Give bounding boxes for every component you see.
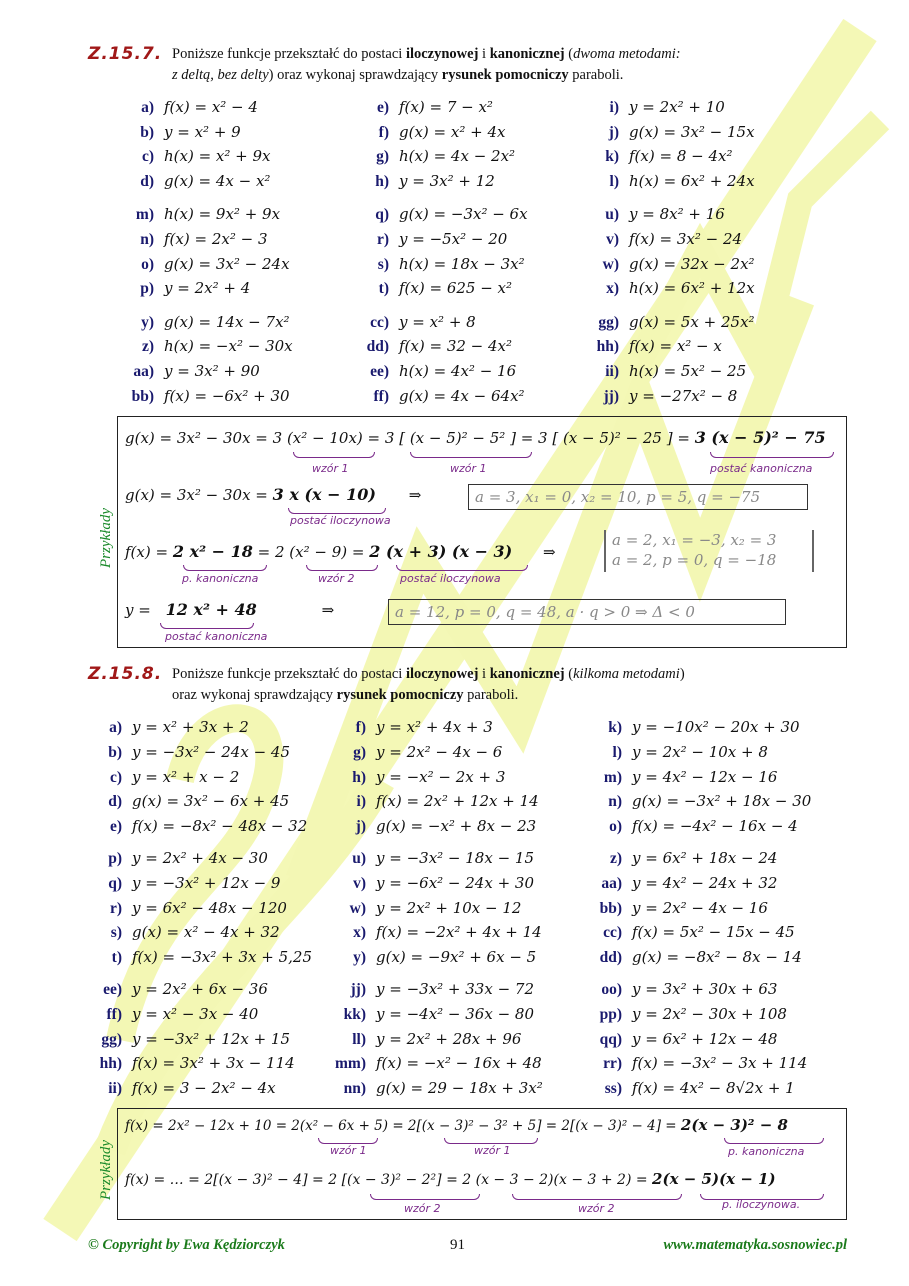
exercise-label: z) [609,850,622,867]
exercise-label: aa) [133,363,154,380]
exercise-item [330,846,534,870]
exercise-item [86,789,289,813]
exercise-label: m) [135,206,154,224]
exercise-formula: g(x) = 3x² − 15x [629,122,755,141]
exercise-label: ff) [106,1005,122,1023]
annotation-brace [293,452,375,458]
exercise-item [586,920,795,944]
exercise-formula: g(x) = −x² + 8x − 23 [376,817,537,836]
exercise-item [355,252,525,276]
exercise-formula: f(x) = −8x² − 48x − 32 [132,817,308,836]
exercise-label: a) [109,719,122,736]
annotation: p. kanoniczna [728,1145,805,1158]
exercise-label: j) [608,123,619,141]
exercise-item [86,765,239,789]
exercise-formula: y = x² + 4x + 3 [376,718,493,736]
website-link[interactable]: www.matematyka.sosnowiec.pl [663,1237,847,1253]
exercise-item [330,920,542,944]
exercise-item [86,1051,295,1075]
exercise-item [355,334,512,358]
exercise-label: ii) [108,1080,122,1098]
exercise-item [585,120,755,144]
exercise-instructions: Poniższe funkcje przekształć do postaci iloczynowej i kanonicznej (kilkoma metodami) oraz wykonaj sprawdzający rysunek pomocniczy paraboli. [172,666,685,703]
exercise-label: x) [606,280,619,298]
exercise-label: ee) [370,363,389,380]
exercise-item [120,384,290,408]
exercise-item [585,227,742,251]
result-box: a = 3, x₁ = 0, x₂ = 10, p = 5, q = −75 [468,484,808,510]
exercise-formula: f(x) = −6x² + 30 [164,386,290,405]
exercise-label: w) [349,899,366,917]
exercise-label: q) [108,874,122,892]
exercise-label: n) [140,231,154,248]
exercise-formula: y = 2x² + 10x − 12 [376,898,522,917]
exercise-label: w) [602,255,619,273]
exercise-item [86,1027,290,1051]
exercise-item [120,202,280,226]
exercise-label: r) [376,231,389,248]
example-equation: f(x) = 2x² − 12x + 10 = 2(x² − 6x + 5) = 2[(x − 3)² − 3² + 5] = 2[(x − 3)² − 4] = 2(x − 3)² − 8 [125,1116,788,1134]
exercise-item [586,846,777,870]
exercise-item [330,896,521,920]
exercise-formula: g(x) = −9x² + 6x − 5 [376,948,537,967]
exercise-label: l) [609,172,619,190]
exercise-item [330,977,534,1001]
exercise-label: p) [140,280,154,298]
exercise-formula: f(x) = x² − x [629,337,722,356]
exercise-formula: h(x) = 4x − 2x² [399,147,516,166]
exercise-item [86,846,268,870]
exercise-formula: f(x) = 32 − 4x² [399,337,513,356]
annotation: wzór 1 [450,462,487,475]
exercise-formula: f(x) = x² − 4 [164,98,258,116]
exercise-item [330,765,505,789]
exercise-formula: h(x) = 4x² − 16 [399,362,517,380]
exercise-item [586,789,811,813]
exercise-formula: y = −3x² − 24x − 45 [132,742,291,761]
exercise-label: q) [375,206,389,224]
exercise-formula: y = 3x² + 90 [164,362,260,380]
exercise-label: d) [140,172,154,190]
exercise-item [120,227,267,251]
exercise-formula: f(x) = 5x² − 15x − 45 [632,923,795,942]
exercise-item [355,95,493,119]
exercise-item [330,814,536,838]
exercise-label: p) [108,850,122,867]
annotation-brace [306,565,378,571]
exercise-label: o) [141,255,154,273]
exercise-label: v) [606,231,619,248]
exercise-label: k) [605,148,619,166]
exercise-item [355,384,525,408]
exercise-formula: h(x) = 6x² + 24x [629,171,755,190]
exercise-label: v) [353,874,366,892]
annotation: p. kanoniczna [182,572,259,585]
exercise-label: jj) [603,387,619,405]
exercise-item [86,871,280,895]
annotation-brace [710,452,834,458]
annotation-brace [512,1194,682,1200]
exercise-formula: y = 3x² + 30x + 63 [632,980,778,998]
exercise-label: b) [140,123,154,141]
example-equation: f(x) = 2 x² − 18 = 2 (x² − 9) = 2 (x + 3) (x − 3) ⇒ [125,542,556,561]
exercise-item [330,945,536,969]
exercise-item [586,1027,777,1051]
exercise-label: l) [612,743,622,761]
exercise-formula: f(x) = −x² − 16x + 48 [376,1054,542,1073]
exercise-formula: g(x) = 32x − 2x² [629,254,755,273]
exercise-label: y) [141,313,154,331]
exercise-item [585,202,725,226]
exercise-formula: y = x² + 9 [164,122,241,141]
exercise-label: d) [108,793,122,811]
example-equation: g(x) = 3x² − 30x = 3 x (x − 10) ⇒ [125,485,422,504]
exercise-label: cc) [603,924,622,942]
exercise-formula: g(x) = 4x − x² [164,171,271,190]
exercise-item [586,1002,787,1026]
exercise-item [330,871,534,895]
annotation: postać iloczynowa [400,572,501,585]
example-equation: f(x) = … = 2[(x − 3)² − 4] = 2 [(x − 3)² − 2²] = 2 (x − 3 − 2)(x − 3 + 2) = 2(x − 5)(x − 1) [125,1170,776,1188]
example-equation: y = 12 x² + 48 ⇒ [125,600,335,619]
exercise-formula: h(x) = x² + 9x [164,147,271,166]
exercise-formula: y = −x² − 2x + 3 [376,767,506,786]
exercise-formula: y = 6x² + 18x − 24 [632,849,778,867]
exercise-label: h) [375,172,389,190]
exercise-code: Z.15.8. [88,664,163,684]
exercise-formula: g(x) = x² + 4x [399,122,506,141]
examples-side-label: Przykłady [98,1140,114,1200]
exercise-item [585,169,755,193]
exercise-label: ll) [352,1030,366,1048]
exercise-formula: y = 2x² + 28x + 96 [376,1029,522,1048]
exercise-instructions: Poniższe funkcje przekształć do postaci iloczynowej i kanonicznej (dwoma metodami: z deltą, bez delty) oraz wykonaj sprawdzający rysunek pomocniczy paraboli. [172,46,681,83]
exercise-formula: g(x) = 3x² − 6x + 45 [132,792,290,811]
exercise-formula: y = −3x² + 12x − 9 [132,873,281,892]
annotation-brace [410,452,532,458]
exercise-label: f) [378,123,389,141]
exercise-formula: h(x) = 9x² + 9x [164,205,281,224]
exercise-formula: y = 4x² − 12x − 16 [632,767,778,786]
exercise-label: g) [376,148,389,166]
exercise-formula: f(x) = 8 − 4x² [629,147,733,166]
annotation: postać kanoniczna [165,630,268,643]
exercise-item [120,359,260,383]
examples-side-label: Przykłady [98,508,114,568]
exercise-label: i) [356,793,366,811]
exercise-item [330,740,502,764]
exercise-formula: y = x² + 3x + 2 [132,718,249,736]
exercise-item [355,202,528,226]
exercise-formula: y = −10x² − 20x + 30 [632,718,800,736]
exercise-item [586,977,777,1001]
exercise-label: e) [376,99,389,116]
exercise-formula: h(x) = 18x − 3x² [399,254,525,273]
exercise-label: t) [111,949,122,967]
exercise-formula: f(x) = 3 − 2x² − 4x [132,1079,276,1098]
page-number: 91 [450,1237,465,1253]
exercise-label: pp) [599,1005,622,1023]
exercise-label: e) [109,818,122,836]
exercise-item [330,1051,542,1075]
exercise-formula: y = 2x² − 30x + 108 [632,1004,787,1023]
exercise-label: dd) [366,338,389,356]
exercise-label: qq) [599,1030,622,1048]
exercise-label: z) [141,338,154,356]
exercise-formula: f(x) = 7 − x² [399,98,493,116]
exercise-item [355,144,515,168]
exercise-item [585,144,732,168]
exercise-formula: f(x) = 3x² − 24 [629,230,743,248]
exercise-label: t) [378,280,389,298]
exercise-label: kk) [343,1005,366,1023]
exercise-item [120,252,290,276]
copyright: © Copyright by Ewa Kędziorczyk [88,1237,285,1253]
exercise-label: f) [355,719,366,736]
exercise-label: m) [603,768,622,786]
exercise-label: ii) [605,363,619,380]
exercise-label: j) [355,818,366,836]
exercise-formula: f(x) = 4x² − 8√2x + 1 [632,1079,795,1098]
exercise-label: u) [605,206,619,224]
exercise-item [120,144,271,168]
result-box: a = 12, p = 0, q = 48, a · q > 0 ⇒ Δ < 0 [388,599,786,625]
exercise-formula: f(x) = −4x² − 16x − 4 [632,817,798,836]
exercise-label: gg) [598,313,619,331]
exercise-label: b) [108,743,122,761]
exercise-item [586,740,768,764]
exercise-label: c) [141,148,154,166]
exercise-formula: h(x) = 5x² − 25 [629,362,747,380]
exercise-item [86,740,290,764]
exercise-item [585,310,755,334]
exercise-label: gg) [101,1030,122,1048]
exercise-formula: h(x) = −x² − 30x [164,337,293,356]
exercise-item [86,1002,258,1026]
exercise-item [120,276,250,300]
exercise-item [585,276,755,300]
example-equation: g(x) = 3x² − 30x = 3 (x² − 10x) = 3 [ (x − 5)² − 5² ] = 3 [ (x − 5)² − 25 ] = 3 (x − 5)² − 75 [125,428,826,447]
exercise-item [585,384,737,408]
exercise-formula: y = 6x² + 12x − 48 [632,1029,778,1048]
exercise-label: hh) [596,338,619,356]
exercise-formula: f(x) = 625 − x² [399,279,513,298]
exercise-label: ff) [373,387,389,405]
exercise-label: jj) [350,981,366,998]
exercise-item [86,1076,276,1100]
exercise-label: ss) [604,1080,622,1098]
annotation-brace [160,623,254,629]
annotation: postać kanoniczna [710,462,813,475]
exercise-label: dd) [599,949,622,967]
exercise-item [330,1076,543,1100]
exercise-label: nn) [343,1080,366,1098]
exercise-label: n) [608,793,622,811]
annotation: p. iloczynowa. [722,1198,801,1211]
exercise-formula: y = −27x² − 8 [629,386,738,405]
exercise-formula: y = 2x² − 4x − 6 [376,742,503,761]
exercise-formula: y = 4x² − 24x + 32 [632,873,778,892]
exercise-item [86,945,312,969]
exercise-label: hh) [99,1055,122,1073]
annotation-brace [396,565,528,571]
exercise-label: u) [352,850,366,867]
annotation: wzór 2 [404,1202,441,1215]
exercise-code: Z.15.7. [88,44,163,64]
annotation-brace [183,565,267,571]
annotation: postać iloczynowa [290,514,391,527]
exercise-formula: f(x) = 2x² − 3 [164,230,268,248]
exercise-formula: g(x) = 5x + 25x² [629,312,755,331]
exercise-item [355,227,507,251]
annotation: wzór 2 [578,1202,615,1215]
exercise-formula: f(x) = −2x² + 4x + 14 [376,923,542,942]
annotation: wzór 1 [330,1144,367,1157]
exercise-item [586,896,768,920]
exercise-item [86,977,268,1001]
exercise-formula: y = x² − 3x − 40 [132,1004,259,1023]
exercise-formula: y = 2x² − 4x − 16 [632,898,768,917]
exercise-formula: y = 2x² − 10x + 8 [632,742,768,761]
exercise-item [586,1076,795,1100]
exercise-label: mm) [335,1055,366,1073]
exercise-item [120,310,290,334]
exercise-item [120,169,270,193]
exercise-formula: g(x) = 29 − 18x + 3x² [376,1079,543,1098]
exercise-item [585,252,755,276]
annotation: wzór 1 [312,462,349,475]
exercise-item [585,359,746,383]
exercise-label: oo) [601,981,622,998]
exercise-item [355,169,495,193]
exercise-item [355,276,512,300]
exercise-formula: h(x) = 6x² + 12x [629,279,755,298]
exercise-item [585,95,725,119]
exercise-formula: f(x) = −3x² + 3x + 5,25 [132,948,313,967]
exercise-label: c) [109,768,122,786]
annotation-brace [724,1138,824,1144]
exercise-label: k) [608,719,622,736]
exercise-label: i) [609,99,619,116]
exercise-item [586,945,802,969]
result-box: a = 2, x₁ = −3, x₂ = 3 a = 2, p = 0, q = −18 [604,530,814,572]
exercise-formula: y = 2x² + 6x − 36 [132,980,268,998]
exercise-formula: f(x) = −3x² − 3x + 114 [632,1054,808,1073]
exercise-label: rr) [603,1055,622,1073]
exercise-formula: f(x) = 2x² + 12x + 14 [376,792,539,811]
exercise-label: cc) [370,313,389,331]
exercise-item [330,1002,534,1026]
exercise-item [355,359,516,383]
exercise-item [120,334,293,358]
exercise-item [330,789,539,813]
annotation: wzór 1 [474,1144,511,1157]
exercise-formula: y = −3x² + 33x − 72 [376,980,535,998]
exercise-formula: y = 3x² + 12 [399,171,495,190]
exercise-formula: y = −3x² − 18x − 15 [376,849,535,867]
exercise-item [330,715,493,739]
exercise-label: y) [353,949,366,967]
annotation: wzór 2 [318,572,355,585]
exercise-label: o) [609,818,622,836]
exercise-formula: y = 6x² − 48x − 120 [132,898,287,917]
exercise-formula: y = 2x² + 4 [164,279,251,298]
exercise-item [86,896,287,920]
exercise-formula: g(x) = −8x² − 8x − 14 [632,948,802,967]
exercise-item [586,1051,807,1075]
exercise-formula: g(x) = 3x² − 24x [164,254,290,273]
exercise-formula: y = −5x² − 20 [399,230,508,248]
exercise-label: r) [109,899,122,917]
exercise-label: s) [377,255,389,273]
exercise-item [586,715,800,739]
exercise-formula: f(x) = 3x² + 3x − 114 [132,1054,295,1073]
exercise-item [120,95,258,119]
exercise-formula: y = 2x² + 10 [629,98,725,116]
exercise-label: bb) [131,387,154,405]
exercise-formula: g(x) = x² − 4x + 32 [132,923,280,942]
exercise-item [330,1027,521,1051]
exercise-item [355,120,505,144]
exercise-label: ee) [103,981,122,998]
exercise-formula: g(x) = −3x² − 6x [399,205,528,224]
exercise-formula: y = x² + x − 2 [132,767,240,786]
exercise-formula: g(x) = −3x² + 18x − 30 [632,792,812,811]
exercise-formula: y = −4x² − 36x − 80 [376,1004,535,1023]
exercise-item [586,765,777,789]
exercise-item [86,814,307,838]
exercise-item [120,120,241,144]
exercise-formula: g(x) = 14x − 7x² [164,312,290,331]
exercise-label: x) [353,924,366,942]
exercise-formula: y = 2x² + 4x − 30 [132,849,268,867]
exercise-item [86,920,280,944]
exercise-item [86,715,249,739]
exercise-label: aa) [601,874,622,892]
exercise-item [355,310,476,334]
exercise-label: s) [110,924,122,942]
exercise-formula: g(x) = 4x − 64x² [399,386,525,405]
exercise-formula: y = x² + 8 [399,312,476,331]
exercise-item [586,814,798,838]
exercise-label: bb) [599,899,622,917]
exercise-item [585,334,722,358]
exercise-label: a) [141,99,154,116]
exercise-label: h) [352,768,366,786]
exercise-label: g) [353,743,366,761]
exercise-item [586,871,777,895]
annotation-brace [370,1194,480,1200]
exercise-formula: y = 8x² + 16 [629,205,725,224]
exercise-formula: y = −6x² − 24x + 30 [376,873,535,892]
exercise-formula: y = −3x² + 12x + 15 [132,1029,291,1048]
